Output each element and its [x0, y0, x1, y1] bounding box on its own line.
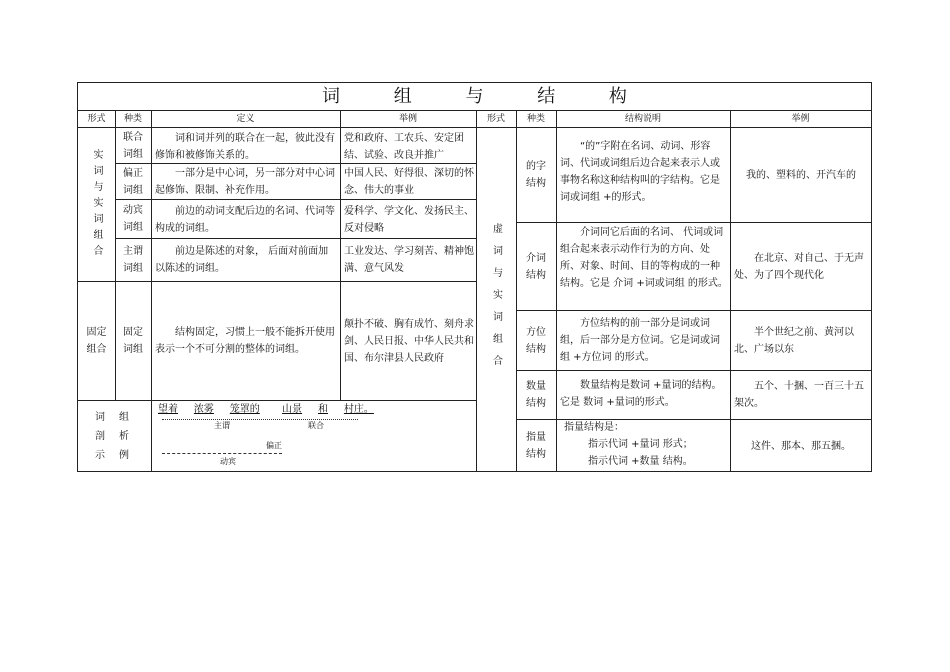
word-longzhao: 笼罩的: [229, 404, 260, 415]
ex-zhuwei: 工业发达、学习刻苦、精神饱满、意气风发: [344, 246, 474, 274]
word-cunzhuang: 村庄。: [343, 404, 374, 415]
header-kind-right: 种类: [526, 114, 545, 124]
word-he: 和: [317, 404, 328, 415]
exp-jieci: 介词同它后面的名词、 代词或词组合起来表示动作行为的方向、处所、对象、时间、目的等构成的一种结构。它是 介词 +词或词组 的形式。: [560, 227, 728, 289]
exp-zhiliang-line-3: 指示代词 +数量 结构。: [588, 456, 693, 467]
page-title: 词 组 与 结 构: [78, 83, 871, 111]
def-fixed: 结构固定，习惯上一般不能拆开使用表示一个不可分割的整体的词组。: [155, 327, 335, 355]
kind-de: 的字结构: [526, 161, 546, 189]
def-pianzheng: 一部分是中心词，另一部分对中心词起修饰、限制、补充作用。: [155, 168, 335, 196]
tag-lianhe: 联合: [308, 421, 324, 430]
exp-shuliang: 数量结构是数词 +量词的结构。它是 数词 +量词的形式。: [560, 380, 722, 408]
ex-shuliang: 五个、十捆、一百三十五架次。: [734, 381, 864, 409]
def-dongbin: 前边的动词支配后边的名词、代词等构成的词组。: [155, 206, 335, 234]
kind-jieci: 介词结构: [526, 252, 546, 281]
def-zhuwei: 前边是陈述的对象， 后面对前面加以陈述的词组。: [155, 246, 329, 274]
tag-pianzheng: 偏正: [266, 441, 282, 450]
word-wangzhe: 望着: [158, 404, 178, 415]
def-lianhe: 词和词并列的联合在一起，彼此没有修饰和被修饰关系的。: [155, 133, 335, 161]
header-explanation: 结构说明: [624, 114, 661, 124]
tag-zhuwei: 主谓: [214, 421, 230, 430]
word-nongwu: 浓雾: [193, 404, 214, 415]
ex-jieci: 在北京、对自己、于无声处、为了四个现代化: [734, 252, 864, 281]
kind-zhiliang: 指量结构: [526, 432, 546, 460]
kind-pianzheng: 偏正词组: [123, 167, 143, 196]
form-fixed: 固定组合: [86, 327, 107, 355]
kind-fixed: 固定词组: [123, 327, 143, 355]
header-example-right: 举例: [791, 114, 810, 124]
ex-fangwei: 半个世纪之前、黄河以北、广场以东: [734, 326, 854, 355]
kind-shuliang: 数量结构: [526, 381, 546, 409]
form-xuci-shici: 虚词与实词组合: [490, 223, 502, 377]
kind-fangwei: 方位结构: [526, 326, 546, 355]
exp-fangwei: 方位结构的前一部分是词或词组，后一部分是方位词。它是词或词组 +方位词 的形式。: [560, 318, 720, 363]
ex-pianzheng: 中国人民、好得很、深切的怀念、伟大的事业: [344, 168, 474, 196]
kind-zhuwei: 主谓词组: [123, 246, 143, 274]
grammar-table: [77, 82, 872, 472]
ex-de: 我的、塑料的、开汽车的: [746, 169, 856, 181]
exp-zhiliang-line-1: 指量结构是：: [564, 422, 624, 433]
analysis-label: 词组剖析示例: [95, 411, 143, 461]
ex-dongbin: 爱科学、学文化、发扬民主、反对侵略: [344, 206, 474, 234]
exp-de: “的”字附在名词、动词、形容词、代词或词组后边合起来表示人或事物名称这种结构叫的字结构。它是 词或词组 +的形式。: [560, 141, 720, 203]
ex-fixed: 颠扑不破、胸有成竹、刻舟求剑、人民日报、中华人民共和国、布尔津县人民政府: [344, 318, 474, 364]
kind-dongbin: 动宾词组: [123, 205, 143, 233]
word-shanjing: 山景: [282, 404, 303, 415]
ex-zhiliang: 这件、那本、那五捆。: [751, 440, 851, 452]
header-form-right: 形式: [486, 114, 505, 124]
exp-zhiliang-line-2: 指示代词 +量词 形式；: [588, 439, 693, 450]
form-shici-shici: 实词与实词组合: [91, 148, 102, 261]
header-form: 形式: [87, 114, 106, 124]
ex-lianhe: 党和政府、工农兵、安定团结、试验、改良并推广: [344, 133, 464, 161]
exp-zhiliang: [564, 419, 730, 470]
header-kind: 种类: [123, 114, 142, 124]
tag-dongbin: 动宾: [220, 457, 236, 466]
header-definition: 定义: [236, 114, 255, 124]
header-example: 举例: [398, 114, 417, 124]
analysis-sentence: [158, 401, 473, 418]
kind-lianhe: 联合词组: [123, 131, 143, 160]
